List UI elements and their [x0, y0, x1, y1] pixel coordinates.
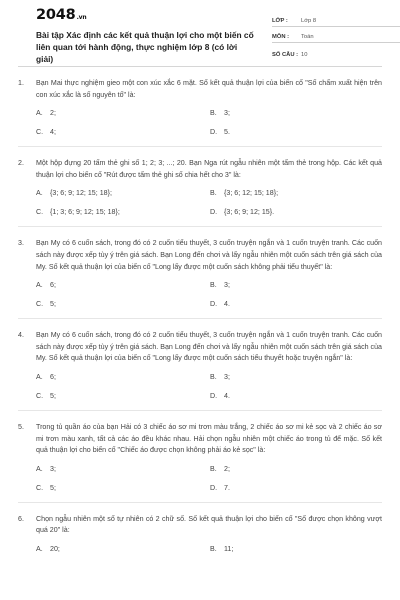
question-5 — [18, 422, 382, 492]
option-letter: B. — [210, 281, 217, 290]
option-b[interactable] — [210, 545, 382, 553]
option-text: 4. — [224, 300, 230, 309]
answer-options — [36, 373, 382, 400]
option-d[interactable] — [210, 208, 382, 216]
question-body — [36, 330, 382, 400]
option-a[interactable] — [36, 189, 210, 197]
question-body — [36, 238, 382, 308]
question-number: 4. — [18, 331, 24, 340]
question-divider — [18, 318, 382, 319]
meta-row-class — [272, 12, 400, 27]
meta-value: Lớp 8 — [301, 17, 317, 24]
option-text: 5. — [224, 128, 230, 137]
brand-logo[interactable] — [36, 7, 86, 23]
option-letter: D. — [210, 300, 218, 309]
worksheet-meta — [272, 12, 400, 62]
question-body — [36, 158, 382, 216]
option-letter: D. — [210, 128, 218, 137]
meta-value: 10 — [301, 51, 308, 58]
option-letter: A. — [36, 109, 43, 118]
option-a[interactable] — [36, 373, 210, 381]
option-d[interactable] — [210, 128, 382, 136]
option-text: {3; 6; 9; 12; 15}. — [224, 208, 275, 217]
option-d[interactable] — [210, 484, 382, 492]
option-c[interactable] — [36, 208, 210, 216]
option-text: 3; — [50, 464, 56, 473]
option-b[interactable] — [210, 465, 382, 473]
option-text: {1; 3; 6; 9; 12; 15; 18}; — [50, 208, 120, 217]
option-text: 3; — [224, 109, 230, 118]
answer-options — [36, 281, 382, 308]
meta-key: MÔN : — [272, 34, 290, 40]
option-letter: B. — [210, 372, 217, 381]
option-text: 4; — [50, 128, 56, 137]
question-text: Bạn Mai thực nghiệm gieo một con xúc xắc 6 mặt. Số kết quả thuận lợi của biến cố "Số chấm xuất hiện trên con xúc xắc là số nguyên tố" là: — [36, 79, 382, 99]
option-letter: C. — [36, 300, 44, 309]
option-letter: C. — [36, 208, 44, 217]
option-text: 6; — [50, 281, 56, 290]
meta-key: SỐ CÂU : — [272, 51, 299, 58]
question-3 — [18, 238, 382, 308]
question-text: Chọn ngẫu nhiên một số tự nhiên có 2 chữ số. Số kết quả thuận lợi cho biến cố "Số được chọn không vượt quá 20" là: — [36, 514, 382, 535]
question-divider — [18, 410, 382, 411]
option-letter: A. — [36, 189, 43, 198]
option-letter: C. — [36, 128, 44, 137]
question-divider — [18, 502, 382, 503]
option-text: 2; — [50, 109, 56, 118]
option-b[interactable] — [210, 281, 382, 289]
question-divider — [18, 146, 382, 147]
option-text: 5; — [50, 483, 56, 492]
option-letter: B. — [210, 464, 217, 473]
answer-options — [36, 465, 382, 492]
answer-options — [36, 109, 382, 136]
answer-options — [36, 189, 382, 216]
question-1 — [18, 78, 382, 136]
option-text: 3; — [224, 372, 230, 381]
question-divider — [18, 226, 382, 227]
option-letter: A. — [36, 544, 43, 553]
worksheet-title: Bài tập Xác định các kết quả thuận lợi cho một biến cố liên quan tới hành động, thực nghiệm lớp 8 (có lời giải) — [36, 30, 254, 64]
option-text: 4. — [224, 391, 230, 400]
option-letter: B. — [210, 544, 217, 553]
option-letter: B. — [210, 189, 217, 198]
option-letter: A. — [36, 464, 43, 473]
worksheet-header — [18, 0, 382, 66]
option-text: {3; 6; 12; 15; 18}; — [224, 189, 279, 198]
option-a[interactable] — [36, 465, 210, 473]
header-divider — [18, 66, 382, 67]
question-body — [36, 78, 382, 136]
option-text: {3; 6; 9; 12; 15; 18}; — [50, 189, 112, 198]
question-list — [18, 78, 382, 553]
meta-row-subject — [272, 29, 400, 44]
question-body — [36, 514, 382, 553]
question-4 — [18, 330, 382, 400]
question-body — [36, 422, 382, 492]
question-text: Trong tủ quần áo của bạn Hải có 3 chiếc áo sơ mi trơn màu trắng, 2 chiếc áo sơ mi kẻ sọc và 2 chiếc áo sơ mi trơn màu xanh, tất cả các áo đều khác nhau. Hải chọn ngẫu nhiên một chiếc áo trong tủ để mặc. Số kết quả thuận lợi cho biến cố "Chiếc áo được chọn không phải áo kẻ sọc" là: — [36, 422, 382, 455]
option-c[interactable] — [36, 300, 210, 308]
option-c[interactable] — [36, 392, 210, 400]
option-text: 11; — [224, 544, 234, 553]
question-number: 6. — [18, 514, 24, 523]
option-c[interactable] — [36, 128, 210, 136]
option-text: 6; — [50, 372, 56, 381]
question-number: 2. — [18, 159, 24, 168]
option-text: 7. — [224, 483, 230, 492]
meta-row-count — [272, 45, 400, 60]
option-d[interactable] — [210, 392, 382, 400]
answer-options — [36, 545, 382, 553]
option-text: 20; — [50, 544, 60, 553]
option-a[interactable] — [36, 281, 210, 289]
option-letter: B. — [210, 109, 217, 118]
question-text: Bạn My có 6 cuốn sách, trong đó có 2 cuốn tiểu thuyết, 3 cuốn truyện ngắn và 1 cuốn truyện tranh. Các cuốn sách này được xếp tùy ý trên giá sách. Bạn Long đến chơi và lấy ngẫu nhiên một cuốn sách trên giá sách của My. Số kết quả thuận lợi của biến cố "Long lấy được một cuốn sách không phải tiểu thuyết" là: — [36, 239, 382, 271]
option-b[interactable] — [210, 189, 382, 197]
option-b[interactable] — [210, 109, 382, 117]
option-text: 3; — [224, 281, 230, 290]
option-letter: D. — [210, 483, 218, 492]
question-2 — [18, 158, 382, 216]
question-number: 1. — [18, 79, 24, 87]
option-text: 5; — [50, 300, 56, 309]
question-text: Bạn My có 6 cuốn sách, trong đó có 2 cuốn tiểu thuyết, 3 cuốn truyện ngắn và 1 cuốn truyện tranh. Các cuốn sách này được xếp tùy ý trên giá sách. Bạn Long đến chơi và lấy ngẫu nhiên một cuốn sách trên giá sách của My. Số kết quả thuận lợi của biến cố "Long lấy được một cuốn sách tiểu thuyết hoặc truyện ngắn" là: — [36, 331, 382, 363]
option-letter: A. — [36, 281, 43, 290]
option-c[interactable] — [36, 484, 210, 492]
question-number: 3. — [18, 239, 24, 248]
option-letter: D. — [210, 391, 218, 400]
option-letter: C. — [36, 483, 44, 492]
option-a[interactable] — [36, 545, 210, 553]
option-b[interactable] — [210, 373, 382, 381]
option-letter: C. — [36, 391, 44, 400]
meta-key: LỚP : — [272, 17, 288, 24]
brand-suffix: .vn — [76, 14, 87, 21]
option-text: 5; — [50, 391, 56, 400]
option-letter: A. — [36, 372, 43, 381]
option-text: 2; — [224, 464, 230, 473]
question-number: 5. — [18, 422, 24, 431]
meta-value: Toán — [301, 34, 314, 40]
brand-name: 2048 — [36, 7, 76, 23]
option-d[interactable] — [210, 300, 382, 308]
question-6 — [18, 514, 382, 553]
option-a[interactable] — [36, 109, 210, 117]
option-letter: D. — [210, 208, 218, 217]
question-text: Một hộp đựng 20 tấm thẻ ghi số 1; 2; 3; ...; 20. Bạn Nga rút ngẫu nhiên một tấm thẻ trong hộp. Các kết quả thuận lợi cho biến cố "Rút được tấm thẻ ghi số chia hết cho 3" là: — [36, 159, 382, 179]
